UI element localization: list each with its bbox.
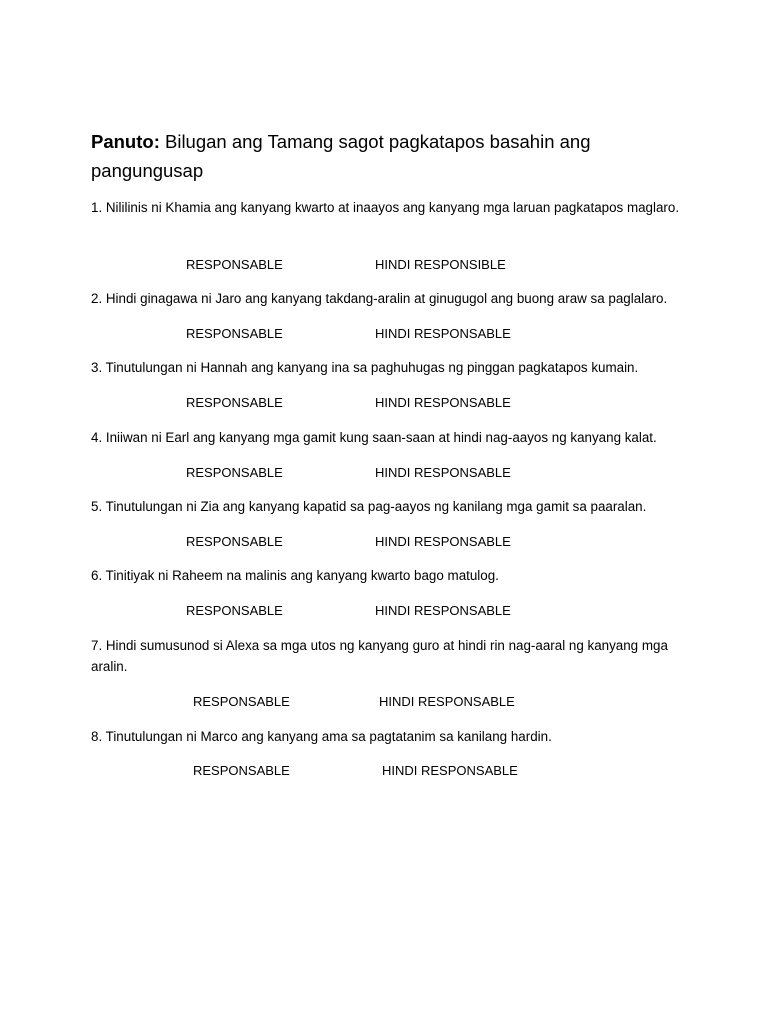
question-8-option-responsable[interactable]: RESPONSABLE <box>193 763 290 778</box>
question-7-option-responsable[interactable]: RESPONSABLE <box>193 694 290 709</box>
instructions-label: Panuto: <box>91 131 160 152</box>
question-4: 4. Iniiwan ni Earl ang kanyang mga gamit kung saan-saan at hindi nag-aayos ng kanyang kalat. <box>91 430 657 445</box>
question-5: 5. Tinutulungan ni Zia ang kanyang kapatid sa pag-aayos ng kanilang mga gamit sa paaralan. <box>91 499 647 514</box>
instructions-text: Bilugan ang Tamang sagot pagkatapos basahin ang pangungusap <box>91 131 591 181</box>
question-1-option-responsable[interactable]: RESPONSABLE <box>186 257 283 272</box>
question-6-option-responsable[interactable]: RESPONSABLE <box>186 603 283 618</box>
question-8: 8. Tinutulungan ni Marco ang kanyang ama sa pagtatanim sa kanilang hardin. <box>91 729 552 744</box>
question-4-option-hindi-responsable[interactable]: HINDI RESPONSABLE <box>375 465 511 480</box>
question-3-option-hindi-responsable[interactable]: HINDI RESPONSABLE <box>375 395 511 410</box>
question-5-option-responsable[interactable]: RESPONSABLE <box>186 534 283 549</box>
question-3: 3. Tinutulungan ni Hannah ang kanyang ina sa paghuhugas ng pinggan pagkatapos kumain. <box>91 360 639 375</box>
question-3-option-responsable[interactable]: RESPONSABLE <box>186 395 283 410</box>
question-8-option-hindi-responsable[interactable]: HINDI RESPONSABLE <box>382 763 518 778</box>
question-4-option-responsable[interactable]: RESPONSABLE <box>186 465 283 480</box>
question-2-option-responsable[interactable]: RESPONSABLE <box>186 326 283 341</box>
instructions <box>91 127 691 185</box>
question-2-option-hindi-responsable[interactable]: HINDI RESPONSABLE <box>375 326 511 341</box>
question-7-option-hindi-responsable[interactable]: HINDI RESPONSABLE <box>379 694 515 709</box>
question-1: 1. Nililinis ni Khamia ang kanyang kwarto at inaayos ang kanyang mga laruan pagkatapos maglaro. <box>91 200 680 215</box>
question-5-option-hindi-responsable[interactable]: HINDI RESPONSABLE <box>375 534 511 549</box>
question-7: 7. Hindi sumusunod si Alexa sa mga utos ng kanyang guro at hindi rin nag-aaral ng kanyang mga aralin. <box>91 638 668 674</box>
question-6: 6. Tinitiyak ni Raheem na malinis ang kanyang kwarto bago matulog. <box>91 568 499 583</box>
question-6-option-hindi-responsable[interactable]: HINDI RESPONSABLE <box>375 603 511 618</box>
question-2: 2. Hindi ginagawa ni Jaro ang kanyang takdang-aralin at ginugugol ang buong araw sa paglalaro. <box>91 291 668 306</box>
question-1-option-hindi-responsable[interactable]: HINDI RESPONSIBLE <box>375 257 506 272</box>
